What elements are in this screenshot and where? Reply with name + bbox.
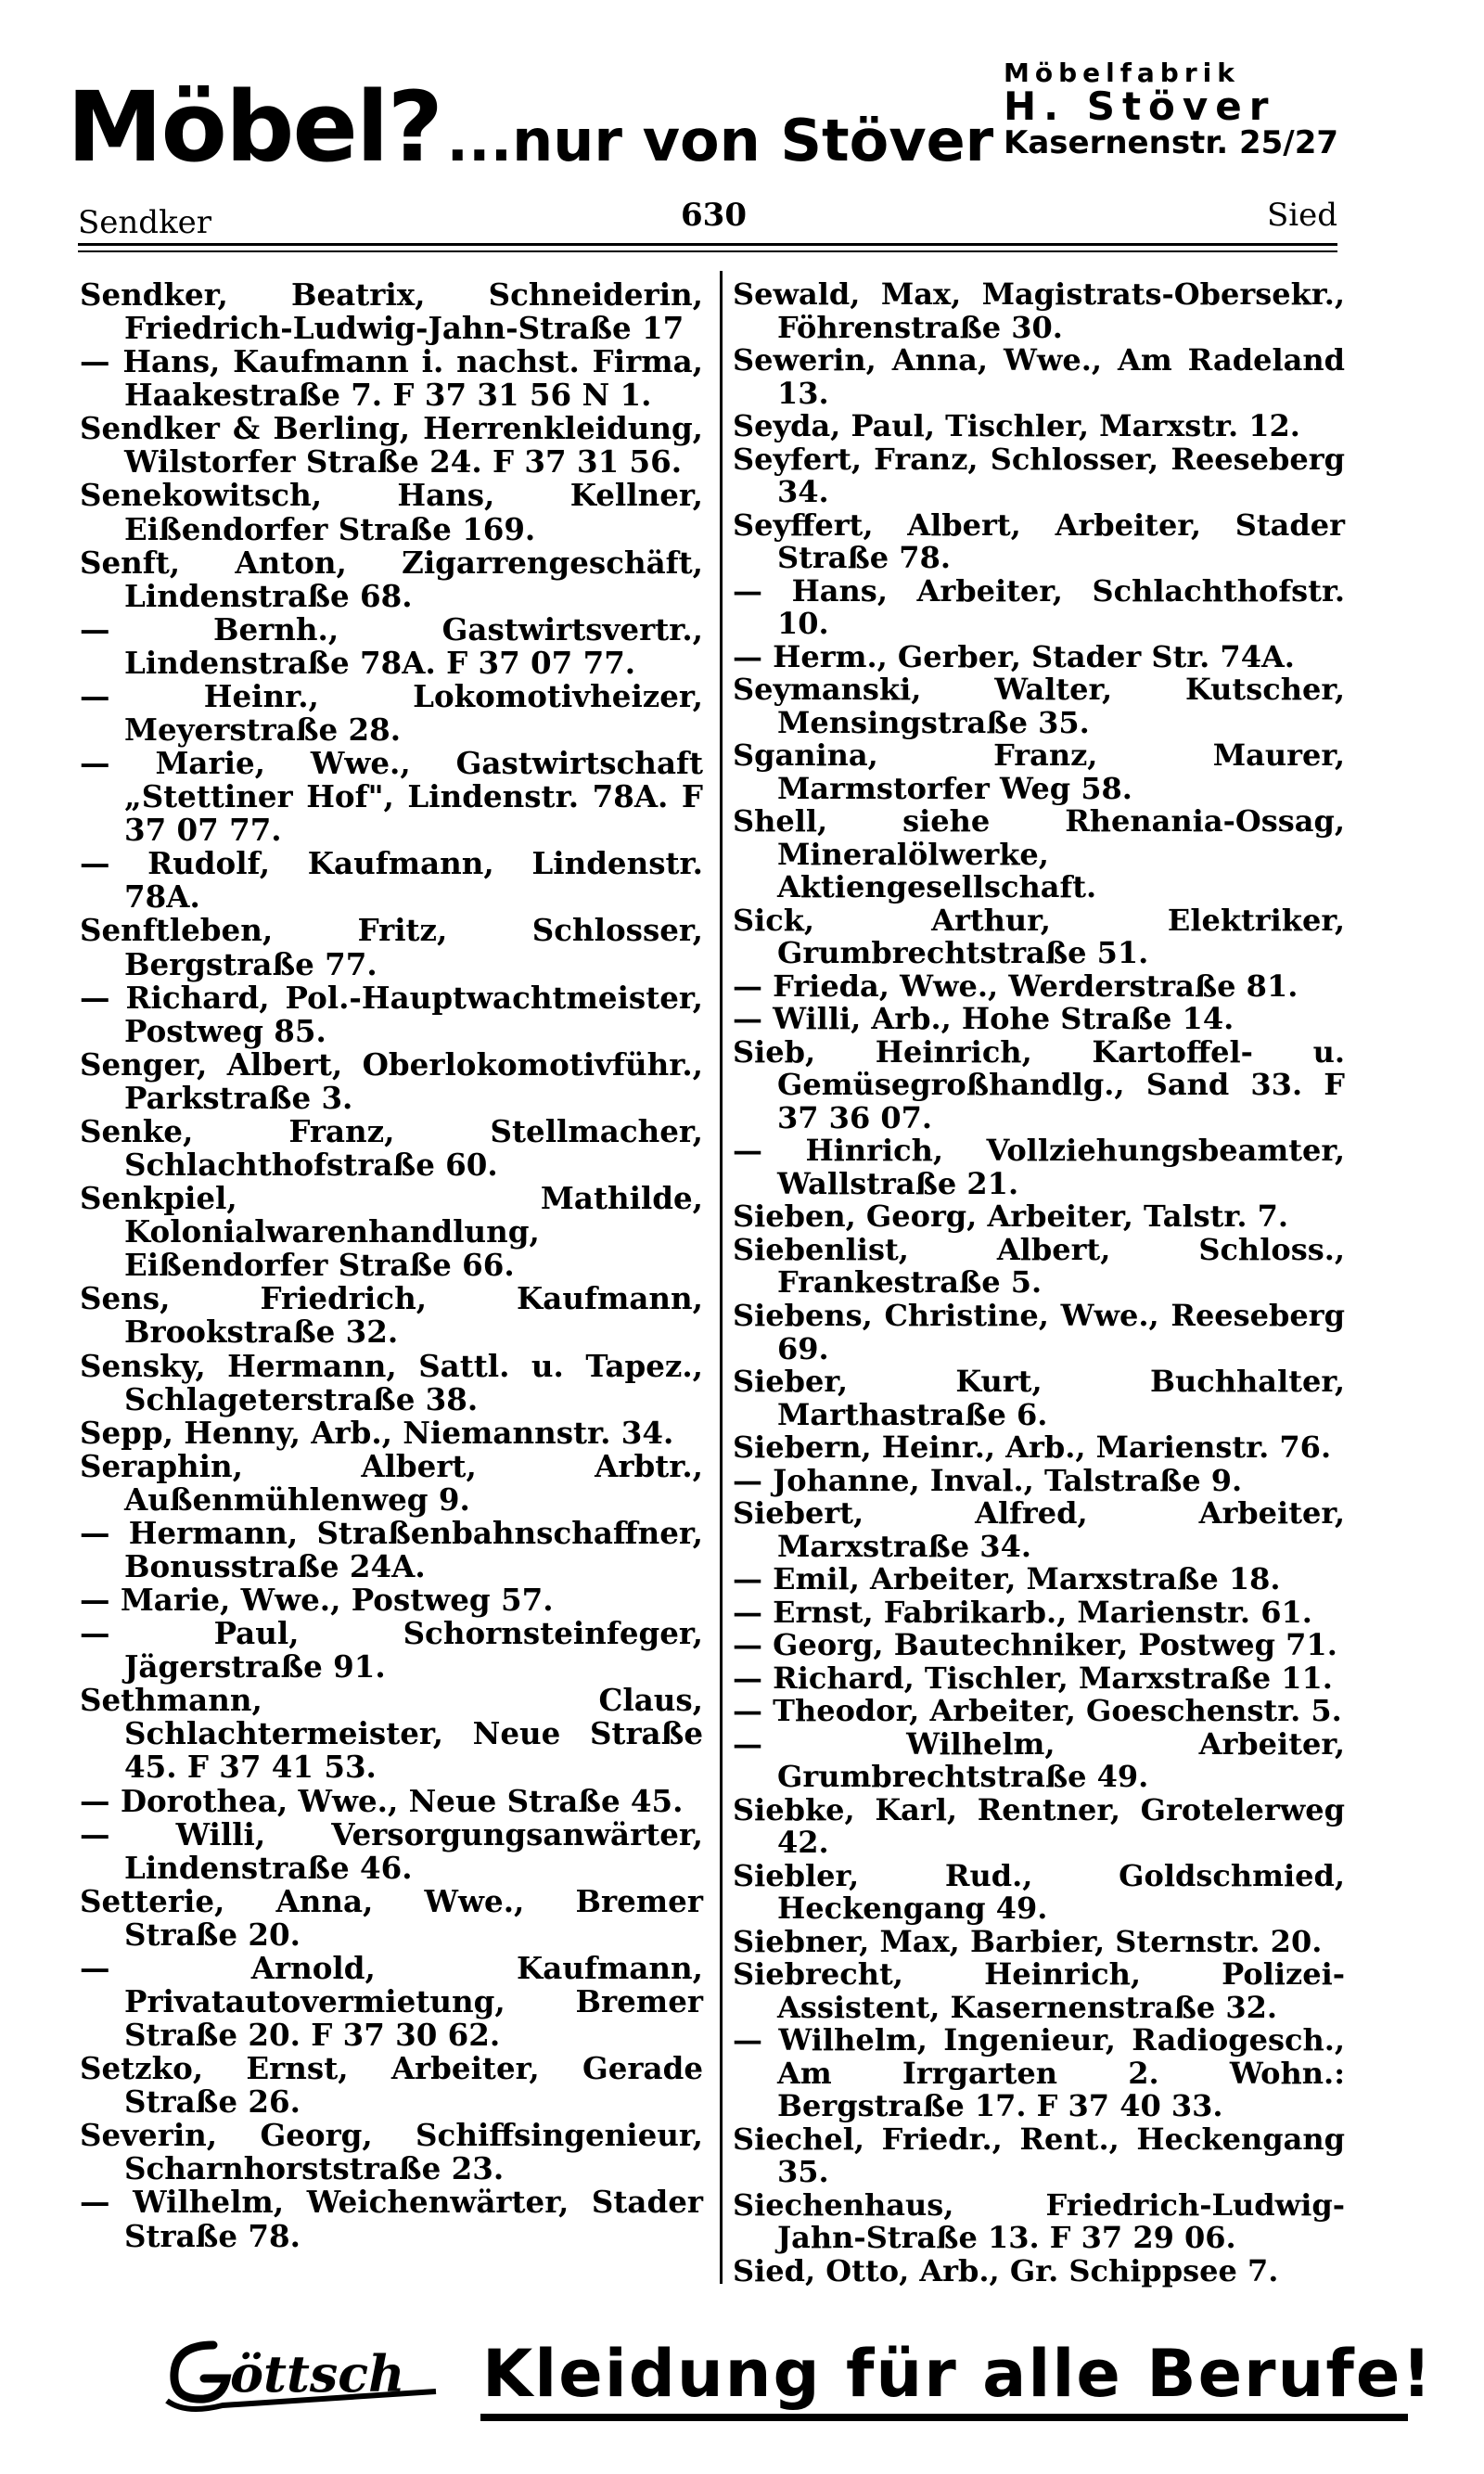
directory-entry: — Heinr., Lokomotivheizer, Meyerstraße 28. <box>80 677 703 749</box>
directory-entry: Sieben, Georg, Arbeiter, Talstr. 7. <box>733 1199 1289 1235</box>
header-ad-headline: Möbel? <box>67 71 441 184</box>
directory-entry: — Wilhelm, Arbeiter, Grumbrechtstraße 49. <box>733 1725 1345 1795</box>
header-rule-top <box>78 243 1337 246</box>
directory-entry: Siebner, Max, Barbier, Sternstr. 20. <box>733 1923 1323 1959</box>
directory-entry: Siebens, Christine, Wwe., Reeseberg 69. <box>733 1297 1345 1366</box>
header-ad-tagline: ...nur von Stöver <box>446 107 994 174</box>
directory-entry: — Hans, Arbeiter, Schlachthofstr. 10. <box>733 572 1345 642</box>
directory-entry: Senke, Franz, Stellmacher, Schlachthofstraße 60. <box>80 1112 703 1184</box>
page-number: 630 <box>681 197 747 234</box>
column-divider <box>720 271 723 2284</box>
header-advertisement <box>67 71 993 184</box>
directory-entry: Senekowitsch, Hans, Kellner, Eißendorfer Straße 169. <box>80 477 703 547</box>
directory-entry: — Hans, Kaufmann i. nachst. Firma, Haakestraße 7. F 37 31 56 N 1. <box>80 343 703 414</box>
footer-ad-slogan: Kleidung für alle Berufe! <box>482 2336 1434 2412</box>
directory-entry: Shell, siehe Rhenania-Ossag, Mineralölwerke, Aktiengesellschaft. <box>733 803 1345 905</box>
directory-entry: Setterie, Anna, Wwe., Bremer Straße 20. <box>80 1882 703 1953</box>
directory-entry: Sensky, Hermann, Sattl. u. Tapez., Schlageterstraße 38. <box>80 1347 703 1417</box>
directory-entry: — Dorothea, Wwe., Neue Straße 45. <box>80 1782 684 1819</box>
directory-entry: Setzko, Ernst, Arbeiter, Gerade Straße 26. <box>80 2050 703 2121</box>
directory-entry: Siebert, Alfred, Arbeiter, Marxstraße 34. <box>733 1495 1345 1564</box>
directory-entry: Siebenlist, Albert, Schloss., Frankestraße 5. <box>733 1231 1345 1301</box>
directory-entry: Sendker, Beatrix, Schneiderin, Friedrich-Ludwig-Jahn-Straße 17 <box>80 276 703 347</box>
directory-entry: Siechenhaus, Friedrich-Ludwig-Jahn-Straße 13. F 37 29 06. <box>733 2186 1345 2256</box>
directory-entry: Siebrecht, Heinrich, Polizei-Assistent, Kasernenstraße 32. <box>733 1956 1345 2025</box>
directory-entry: — Rudolf, Kaufmann, Lindenstr. 78A. <box>80 845 703 916</box>
directory-entry: — Emil, Arbeiter, Marxstraße 18. <box>733 1561 1281 1597</box>
directory-entry: Senger, Albert, Oberlokomotivführ., Parkstraße 3. <box>80 1045 703 1116</box>
footer-advertisement <box>158 2327 1434 2429</box>
directory-entry: Sganina, Franz, Maurer, Marmstorfer Weg 58. <box>733 737 1345 806</box>
directory-entry: Siebern, Heinr., Arb., Marienstr. 76. <box>733 1429 1332 1466</box>
header-ad-company-type: Möbelfabrik <box>1004 58 1240 88</box>
directory-entry: — Willi, Arb., Hohe Straße 14. <box>733 1001 1235 1037</box>
directory-entry: Sepp, Henny, Arb., Niemannstr. 34. <box>80 1414 674 1451</box>
directory-entry: Siechel, Friedr., Rent., Heckengang 35. <box>733 2121 1345 2190</box>
directory-entry: Seyffert, Albert, Arbeiter, Stader Straße 78. <box>733 506 1345 576</box>
directory-entry: — Paul, Schornsteinfeger, Jägerstraße 91. <box>80 1615 703 1686</box>
directory-entry: Sied, Otto, Arb., Gr. Schippsee 7. <box>733 2252 1279 2288</box>
directory-entry: — Bernh., Gastwirtsvertr., Lindenstraße 78A. F 37 07 77. <box>80 610 703 681</box>
directory-entry: — Johanne, Inval., Talstraße 9. <box>733 1462 1243 1498</box>
directory-entry: Siebler, Rud., Goldschmied, Heckengang 49. <box>733 1857 1345 1927</box>
directory-entry: — Georg, Bautechniker, Postweg 71. <box>733 1627 1337 1663</box>
directory-entry: — Herm., Gerber, Stader Str. 74A. <box>733 638 1295 674</box>
directory-entry: Seyda, Paul, Tischler, Marxstr. 12. <box>733 408 1300 444</box>
directory-entry: — Ernst, Fabrikarb., Marienstr. 61. <box>733 1594 1312 1630</box>
running-head-last-entry: Sied <box>1266 197 1337 234</box>
running-head <box>78 197 1337 243</box>
directory-entry: Sewald, Max, Magistrats-Obersekr., Föhrenstraße 30. <box>733 276 1345 345</box>
directory-entry: Senft, Anton, Zigarrengeschäft, Lindenstraße 68. <box>80 544 703 614</box>
directory-entry: Sens, Friedrich, Kaufmann, Brookstraße 32. <box>80 1280 703 1351</box>
directory-entry: Siebke, Karl, Rentner, Grotelerweg 42. <box>733 1791 1345 1861</box>
running-head-first-entry: Sendker <box>78 204 212 241</box>
directory-entry: Sieber, Kurt, Buchhalter, Marthastraße 6. <box>733 1364 1345 1432</box>
directory-entry: — Wilhelm, Ingenieur, Radiogesch., Am Irrgarten 2. Wohn.: Bergstraße 17. F 37 40 33. <box>733 2022 1345 2124</box>
header-ad-address: Kasernenstr. 25/27 <box>1004 124 1339 162</box>
right-column <box>733 278 1345 2288</box>
directory-entry: Seymanski, Walter, Kutscher, Mensingstraße 35. <box>733 672 1345 740</box>
footer-ad-underline <box>480 2414 1408 2421</box>
directory-entry: — Frieda, Wwe., Werderstraße 81. <box>733 968 1298 1004</box>
directory-entry: Severin, Georg, Schiffsingenieur, Scharnhorststraße 23. <box>80 2117 703 2187</box>
directory-entry: — Marie, Wwe., Postweg 57. <box>80 1582 554 1619</box>
directory-entry: Sewerin, Anna, Wwe., Am Radeland 13. <box>733 342 1345 411</box>
directory-entry: — Wilhelm, Weichenwärter, Stader Straße 78. <box>80 2184 703 2254</box>
directory-entry: — Hermann, Straßenbahnschaffner, Bonusstraße 24A. <box>80 1514 703 1584</box>
header-rule-bottom <box>78 250 1337 252</box>
directory-entry: Sick, Arthur, Elektriker, Grumbrechtstraße 51. <box>733 902 1345 971</box>
directory-entry: — Marie, Wwe., Gastwirtschaft „Stettiner Hof", Lindenstr. 78A. F 37 07 77. <box>80 745 703 849</box>
directory-entry: Seraphin, Albert, Arbtr., Außenmühlenweg 9. <box>80 1447 703 1518</box>
goettsch-logo <box>158 2327 464 2419</box>
directory-entry: Senftleben, Fritz, Schlosser, Bergstraße 77. <box>80 912 703 982</box>
svg-text:öttsch: öttsch <box>230 2344 405 2403</box>
directory-entry: — Theodor, Arbeiter, Goeschenstr. 5. <box>733 1693 1342 1729</box>
directory-entry: Seyfert, Franz, Schlosser, Reeseberg 34. <box>733 441 1345 510</box>
directory-entry: — Richard, Tischler, Marxstraße 11. <box>733 1660 1333 1696</box>
directory-entry: Senkpiel, Mathilde, Kolonialwarenhandlung, Eißendorfer Straße 66. <box>80 1180 703 1284</box>
directory-entry: Sethmann, Claus, Schlachtermeister, Neue Straße 45. F 37 41 53. <box>80 1682 703 1786</box>
directory-entry: — Richard, Pol.-Hauptwachtmeister, Postweg 85. <box>80 979 703 1049</box>
directory-entry: — Hinrich, Vollziehungsbeamter, Wallstraße 21. <box>733 1133 1345 1201</box>
header-ad-address-block <box>1004 58 1339 162</box>
directory-entry: — Willi, Versorgungsanwärter, Lindenstraße 46. <box>80 1815 703 1886</box>
directory-entry: Sieb, Heinrich, Kartoffel- u. Gemüsegroßhandlg., Sand 33. F 37 36 07. <box>733 1033 1345 1135</box>
left-column <box>80 278 703 2253</box>
directory-entry: — Arnold, Kaufmann, Privatautovermietung, Bremer Straße 20. F 37 30 62. <box>80 1949 703 2054</box>
header-ad-company-name: H. Stöver <box>1004 83 1276 130</box>
directory-entry: Sendker & Berling, Herrenkleidung, Wilstorfer Straße 24. F 37 31 56. <box>80 410 703 481</box>
